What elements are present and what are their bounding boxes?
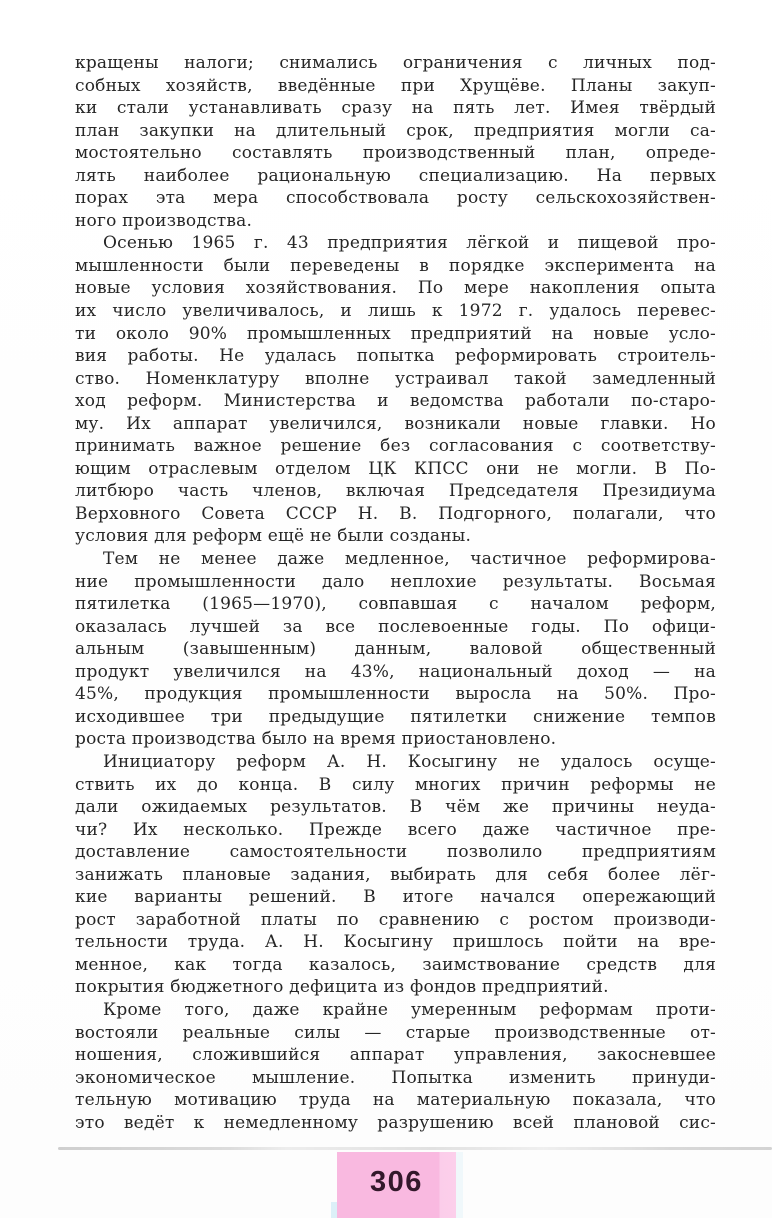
text-line: Инициатору реформ А. Н. Косыгину не удалось осуще- xyxy=(103,751,716,772)
text-line: му. Их аппарат увеличился, возникали новые главки. Но xyxy=(75,413,716,434)
text-line: 45%, продукция промышленности выросла на 50%. Про- xyxy=(75,684,716,705)
paragraph xyxy=(75,548,716,751)
text-line: ние промышленности дало неплохие результаты. Восьмая xyxy=(75,571,716,592)
text-line: Осенью 1965 г. 43 предприятия лёгкой и пищевой про- xyxy=(103,233,716,254)
scan-artifact-line xyxy=(58,1147,772,1150)
text-line: ство. Номенклатуру вполне устраивал такой замедленный xyxy=(75,368,716,389)
text-line: это ведёт к немедленному разрушению всей плановой сис- xyxy=(75,1112,716,1133)
text-line: продукт увеличился на 43%, национальный доход — на xyxy=(75,661,716,682)
paragraph xyxy=(75,751,716,999)
text-line: занижать плановые задания, выбирать для себя более лёг- xyxy=(75,864,716,885)
text-line: исходившее три предыдущие пятилетки снижение темпов xyxy=(75,706,716,727)
text-line: мостоятельно составлять производственный план, опреде- xyxy=(75,143,716,164)
text-line: тельности труда. А. Н. Косыгину пришлось пойти на вре- xyxy=(75,932,716,953)
scan-artifact-cyan-right xyxy=(456,1152,463,1218)
page-number-badge xyxy=(337,1152,456,1218)
text-line: покрытия бюджетного дефицита из фондов предприятий. xyxy=(75,977,609,998)
text-line: лять наиболее рациональную специализацию. На первых xyxy=(75,165,716,186)
text-line: востояли реальные силы — старые производственные от- xyxy=(75,1022,716,1043)
text-line: собных хозяйств, введённые при Хрущёве. Планы закуп- xyxy=(75,75,716,96)
text-line: литбюро часть членов, включая Председателя Президиума xyxy=(75,481,716,502)
text-line: вия работы. Не удалась попытка реформировать строитель- xyxy=(75,346,716,367)
text-line: условия для реформ ещё не были созданы. xyxy=(75,526,472,547)
text-line: ного производства. xyxy=(75,210,253,231)
text-line: менное, как тогда казалось, заимствование средств для xyxy=(75,954,716,975)
text-line: дали ожидаемых результатов. В чём же причины неуда- xyxy=(75,797,716,818)
text-line: альным (завышенным) данным, валовой общественный xyxy=(75,639,716,660)
text-line: пятилетка (1965—1970), совпавшая с началом реформ, xyxy=(75,594,716,615)
text-line: новые условия хозяйствования. По мере накопления опыта xyxy=(75,278,716,299)
text-line: Тем не менее даже медленное, частичное реформирова- xyxy=(103,549,716,570)
text-line: Кроме того, даже крайне умеренным реформам проти- xyxy=(103,999,716,1020)
text-line: ти около 90% промышленных предприятий на новые усло- xyxy=(75,323,716,344)
text-line: ки стали устанавливать сразу на пять лет. Имея твёрдый xyxy=(75,98,716,119)
paragraph xyxy=(75,52,716,232)
text-line: кращены налоги; снимались ограничения с личных под- xyxy=(75,53,716,73)
text-line: Верховного Совета СССР Н. В. Подгорного, полагали, что xyxy=(75,503,716,524)
text-line: кие варианты решений. В итоге начался опережающий xyxy=(75,887,716,908)
text-line: принимать важное решение без согласования с соответству- xyxy=(75,436,716,457)
text-line: порах эта мера способствовала росту сельскохозяйствен- xyxy=(75,188,716,209)
text-line: оказалась лучшей за все послевоенные годы. По офици- xyxy=(75,616,716,637)
text-line: экономическое мышление. Попытка изменить принуди- xyxy=(75,1067,716,1088)
text-line: доставление самостоятельности позволило предприятиям xyxy=(75,842,716,863)
page-text xyxy=(75,52,716,1134)
text-line: их число увеличивалось, и лишь к 1972 г. удалось перевес- xyxy=(75,301,716,322)
text-line: ношения, сложившийся аппарат управления, закосневшее xyxy=(75,1045,716,1066)
paragraph xyxy=(75,232,716,548)
text-line: рост заработной платы по сравнению с ростом производи- xyxy=(75,909,716,930)
text-line: мышленности были переведены в порядке эксперимента на xyxy=(75,255,716,276)
text-line: ход реформ. Министерства и ведомства работали по-старо- xyxy=(75,391,716,412)
text-line: ствить их до конца. В силу многих причин реформы не xyxy=(75,774,716,795)
text-line: роста производства было на время приостановлено. xyxy=(75,729,557,750)
text-line: тельную мотивацию труда на материальную показала, что xyxy=(75,1090,716,1111)
paragraph xyxy=(75,999,716,1134)
text-line: чи? Их несколько. Прежде всего даже частичное пре- xyxy=(75,819,716,840)
text-line: ющим отраслевым отделом ЦК КПСС они не могли. В По- xyxy=(75,458,716,479)
text-line: план закупки на длительный срок, предприятия могли са- xyxy=(75,120,716,141)
page-number: 306 xyxy=(370,1166,423,1198)
